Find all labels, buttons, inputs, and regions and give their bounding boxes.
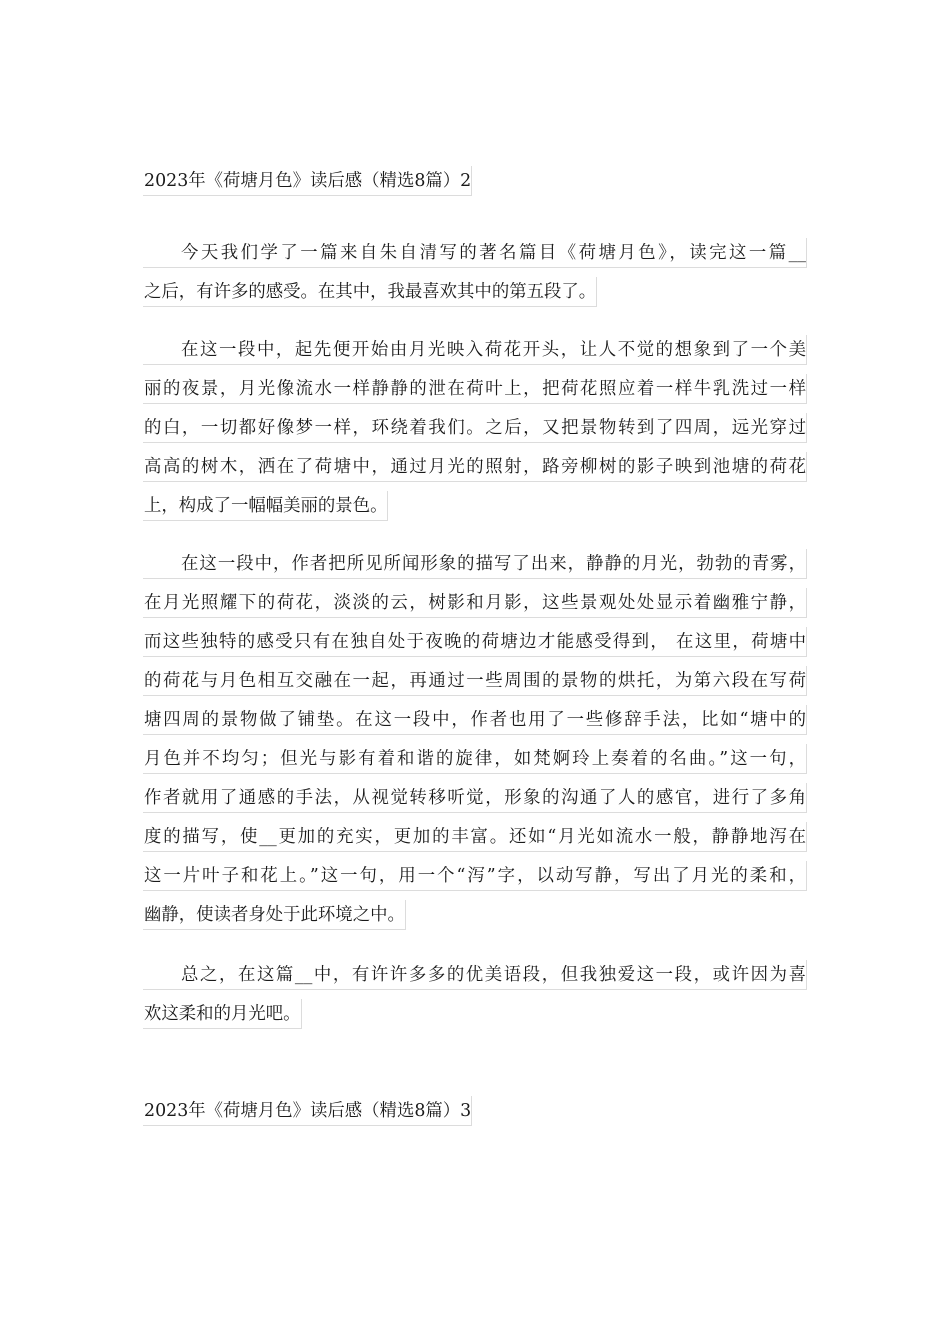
text-line: 而这些独特的感受只有在独自处于夜晚的荷塘边才能感受得到， 在这里，荷塘中 (143, 627, 807, 657)
text-line: 作者就用了通感的手法，从视觉转移听觉，形象的沟通了人的感官，进行了多角 (143, 783, 807, 813)
text-line: 之后，有许多的感受。在其中，我最喜欢其中的第五段了。 (143, 277, 597, 307)
text-line: 幽静，使读者身处于此环境之中。 (143, 900, 406, 930)
text-line: 丽的夜景，月光像流水一样静静的泄在荷叶上，把荷花照应着一样牛乳洗过一样 (143, 374, 807, 404)
text-line: 高高的树木，洒在了荷塘中，通过月光的照射，路旁柳树的影子映到池塘的荷花 (143, 452, 807, 482)
text-line: 度的描写，使__更加的充实，更加的丰富。还如“月光如流水一般，静静地泻在 (143, 822, 807, 852)
section-heading-2: 2023年《荷塘月色》读后感（精选8篇）2 (143, 166, 472, 196)
text-line: 上，构成了一幅幅美丽的景色。 (143, 491, 388, 521)
text-line: 今天我们学了一篇来自朱自清写的著名篇目《荷塘月色》，读完这一篇__ (143, 238, 807, 268)
text-line: 在这一段中，作者把所见所闻形象的描写了出来，静静的月光，勃勃的青雾， (143, 549, 807, 579)
text-line: 的荷花与月色相互交融在一起，再通过一些周围的景物的烘托，为第六段在写荷 (143, 666, 807, 696)
text-line: 的白，一切都好像梦一样，环绕着我们。之后，又把景物转到了四周，远光穿过 (143, 413, 807, 443)
text-line: 在月光照耀下的荷花，淡淡的云，树影和月影，这些景观处处显示着幽雅宁静， (143, 588, 807, 618)
text-line: 月色并不均匀；但光与影有着和谐的旋律，如梵婀玲上奏着的名曲。”这一句， (143, 744, 807, 774)
section-heading-3: 2023年《荷塘月色》读后感（精选8篇）3 (143, 1096, 472, 1126)
text-line: 在这一段中，起先便开始由月光映入荷花开头，让人不觉的想象到了一个美 (143, 335, 807, 365)
text-line: 总之，在这篇__中，有许许多多的优美语段，但我独爱这一段，或许因为喜 (143, 960, 807, 990)
text-line: 塘四周的景物做了铺垫。在这一段中，作者也用了一些修辞手法，比如“塘中的 (143, 705, 807, 735)
text-line: 这一片叶子和花上。”这一句，用一个“泻”字，以动写静，写出了月光的柔和， (143, 861, 807, 891)
text-line: 欢这柔和的月光吧。 (143, 999, 302, 1029)
